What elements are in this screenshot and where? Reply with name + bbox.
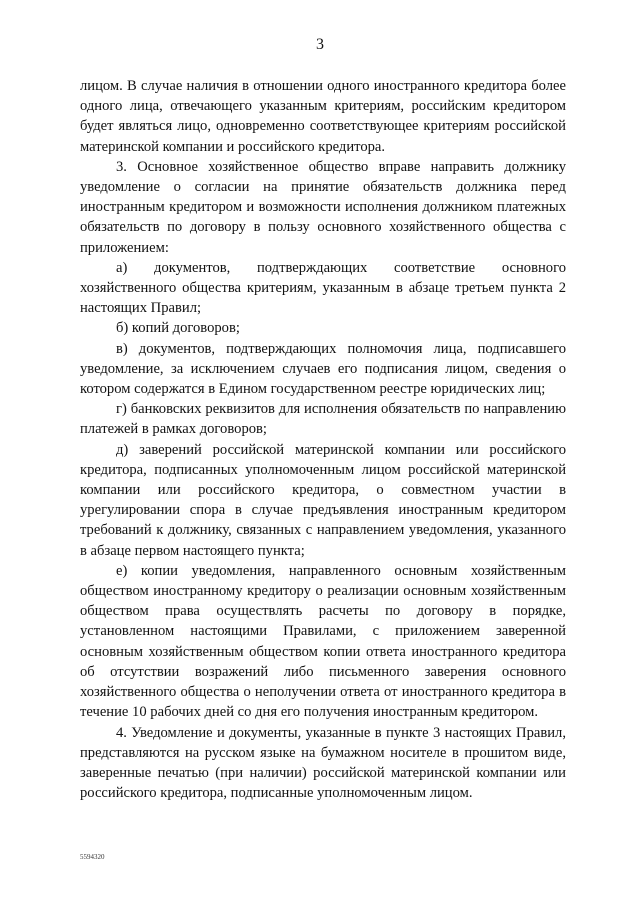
document-body xyxy=(80,76,566,803)
paragraph-continuation: лицом. В случае наличия в отношении одного иностранного кредитора более одного лица, отвечающего указанным критериям, российским кредитором будет являться лицо, одновременно соответствующее критериям российской материнской компании и российского кредитора. xyxy=(80,78,566,155)
paragraph-subitem-b: б) копий договоров; xyxy=(116,320,240,337)
paragraph-subitem-a: а) документов, подтверждающих соответствие основного хозяйственного общества критериям, указанным в абзаце третьем пункта 2 настоящих Правил; xyxy=(80,259,566,317)
paragraph-subitem-e: е) копии уведомления, направленного основным хозяйственным обществом иностранному кредитору о реализации основным хозяйственным обществом права осуществлять расчеты по договору в порядке, установленном настоящими Правилами, с приложением заверенной основным хозяйственным обществом копии ответа иностранного кредитора об отсутствии возражений либо письменного заверения основного хозяйственного общества о неполучении ответа от иностранного кредитора в течение 10 рабочих дней со дня его получения иностранным кредитором. xyxy=(80,562,566,721)
paragraph-item-4: 4. Уведомление и документы, указанные в пункте 3 настоящих Правил, представляются на русском языке на бумажном носителе в прошитом виде, заверенные печатью (при наличии) российской материнской компании или российского кредитора, подписанные уполномоченным лицом. xyxy=(80,724,566,802)
paragraph-subitem-d: д) заверений российской материнской компании или российского кредитора, подписанных уполномоченным лицом российской материнской компании или российского кредитора, о совместном участии в урегулировании спора в случае предъявления иностранным кредитором требований к должнику, связанных с направлением уведомления, указанного в абзаце первом настоящего пункта; xyxy=(80,441,566,559)
document-code: 5594320 xyxy=(80,853,105,861)
paragraph-item-3: 3. Основное хозяйственное общество вправе направить должнику уведомление о согласии на принятие обязательств должника перед иностранным кредитором и возможности исполнения должником платежных обязательств по договору в пользу основного хозяйственного общества с приложением: xyxy=(80,158,566,256)
paragraph-subitem-g: г) банковских реквизитов для исполнения обязательств по направлению платежей в рамках договоров; xyxy=(80,401,566,438)
paragraph-subitem-v: в) документов, подтверждающих полномочия лица, подписавшего уведомление, за исключением случаев его подписания лицом, сведения о котором содержатся в Едином государственном реестре юридических лиц; xyxy=(80,340,566,398)
page-number: 3 xyxy=(316,36,324,53)
